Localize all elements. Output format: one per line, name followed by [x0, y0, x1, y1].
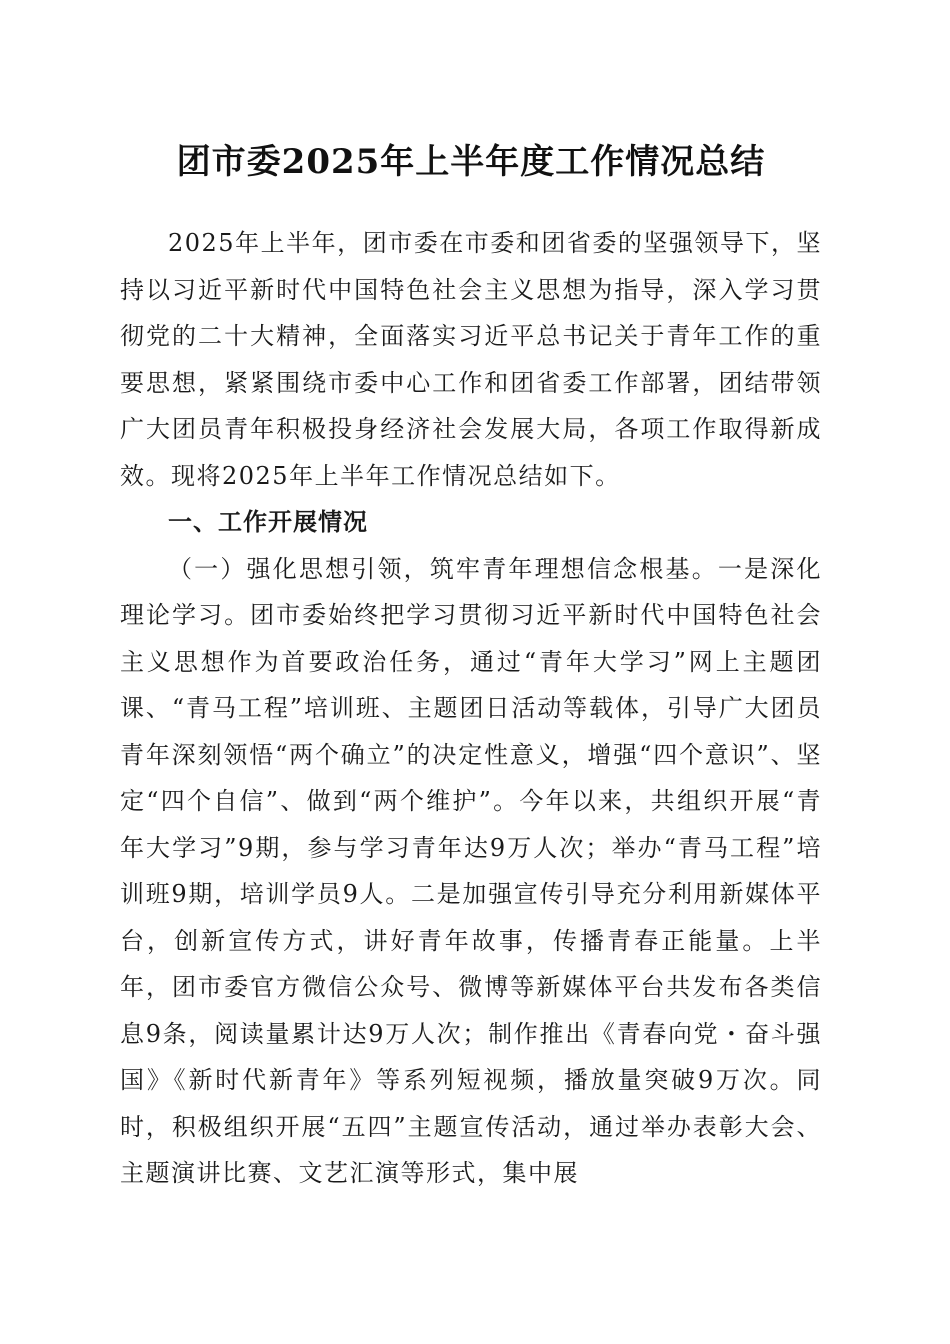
- section-paragraph: （一）强化思想引领，筑牢青年理想信念根基。一是深化理论学习。团市委始终把学习贯彻习近平新时代中国特色社会主义思想作为首要政治任务，通过“青年大学习”网上主题团课、“青马工程”培训班、主题团日活动等载体，引导广大团员青年深刻领悟“两个确立”的决定性意义，增强“四个意识”、坚定“四个自信”、做到“两个维护”。今年以来，共组织开展“青年大学习”9期，参与学习青年达9万人次；举办“青马工程”培训班9期，培训学员9人。二是加强宣传引导充分利用新媒体平台，创新宣传方式，讲好青年故事，传播青春正能量。上半年，团市委官方微信公众号、微博等新媒体平台共发布各类信息9条，阅读量累计达9万人次；制作推出《青春向党・奋斗强国》《新时代新青年》等系列短视频，播放量突破9万次。同时，积极组织开展“五四”主题宣传活动，通过举办表彰大会、主题演讲比赛、文艺汇演等形式，集中展: [120, 554, 822, 1187]
- document-title: 团市委2025年上半年度工作情况总结: [176, 142, 766, 182]
- section-heading: 一、工作开展情况: [168, 508, 368, 536]
- intro-paragraph: 2025年上半年，团市委在市委和团省委的坚强领导下，坚持以习近平新时代中国特色社会主义思想为指导，深入学习贯彻党的二十大精神，全面落实习近平总书记关于青年工作的重要思想，紧紧围绕市委中心工作和团省委工作部署，团结带领广大团员青年积极投身经济社会发展大局，各项工作取得新成效。现将2025年上半年工作情况总结如下。: [120, 229, 822, 490]
